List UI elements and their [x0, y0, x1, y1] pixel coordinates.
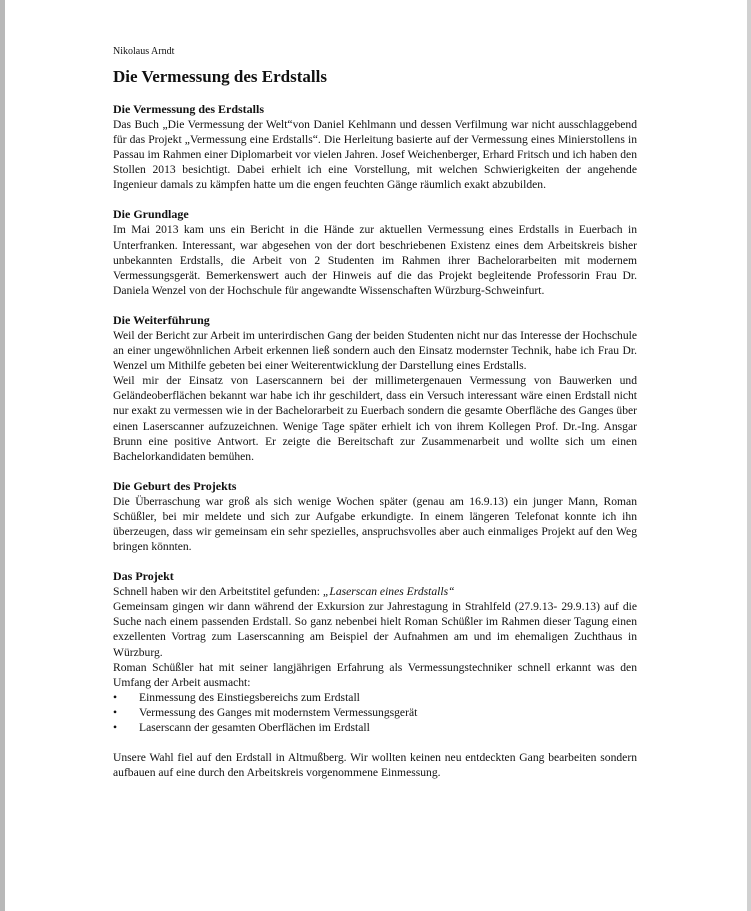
- section-paragraph: Weil mir der Einsatz von Laserscannern bei der millimetergenauen Vermessung von Bauwerken und Geländeoberflächen bekannt war habe ich ihr geschildert, dass ein Versuch interessant wäre einen Erdstall nicht nur exakt zu vermessen wie in der Bachelorarbeit zu Euerbach sondern die gesamte Oberfläche des Ganges über einen Laserscanner aufzuzeichnen. Wenige Tage später erhielt ich von ihrem Kollegen Prof. Dr.-Ing. Ansgar Brunn eine positive Antwort. Er zeigte die Bereitschaft zur Zusammenarbeit und wollte sich um einen Bachelorkandidaten bemühen.: [113, 374, 637, 463]
- working-title-line: [113, 584, 637, 599]
- document-page: [113, 46, 637, 795]
- list-item-text: Vermessung des Ganges mit modernstem Vermessungsgerät: [139, 705, 418, 719]
- list-item-text: Einmessung des Einstiegsbereichs zum Erdstall: [139, 690, 360, 704]
- section-heading: Die Vermessung des Erdstalls: [113, 102, 265, 116]
- list-item: [113, 690, 637, 705]
- section-paragraph: Weil der Bericht zur Arbeit im unterirdischen Gang der beiden Studenten nicht nur das Interesse der Hochschule an einer ungewöhnlichen Arbeit erkennen ließ sondern auch den Einsatz modernster Technik, habe ich Frau Dr. Wenzel um Mithilfe gebeten bei einer Weiterentwicklung der Darstellung eines Erdstalls.: [113, 328, 637, 373]
- bullet-icon: •: [113, 690, 118, 704]
- working-title: „Laserscan eines Erdstalls“: [322, 585, 455, 599]
- viewer-right-border: [747, 0, 751, 911]
- section-paragraph: Im Mai 2013 kam uns ein Bericht in die Hände zur aktuellen Vermessung eines Erdstalls in Euerbach in Unterfranken. Interessant, war abgesehen von der dort beschriebenen Existenz eines dem Arbeitskreis bisher unbekannten Erdstalls, die Arbeit von 2 Studenten im Rahmen ihrer Bachelorarbeiten mit modernem Vermessungsgerät. Bemerkenswert auch der Hinweis auf die das Projekt begleitende Professorin Frau Dr. Daniela Wenzel von der Hochschule für angewandte Wissenschaften Würzburg-Schweinfurt.: [113, 223, 637, 297]
- viewer-left-border: [0, 0, 5, 911]
- section-closing: [113, 750, 637, 780]
- section-heading: Die Weiterführung: [113, 312, 210, 327]
- closing-paragraph: Unsere Wahl fiel auf den Erdstall in Altmußberg. Wir wollten keinen neu entdeckten Gang bearbeiten sondern aufbauen auf eine durch den Arbeitskreis vorgenommene Einmessung.: [113, 751, 637, 780]
- task-list: [113, 690, 637, 735]
- section-paragraph: Gemeinsam gingen wir dann während der Exkursion zur Jahrestagung in Strahlfeld (27.9.13- 29.9.13) auf die Suche nach einem passenden Erdstall. So ganz nebenbei hielt Roman Schüßler im Rahmen dieser Tagung einen exzellenten Vortrag zum Laserscanning am Beispiel der Aufnahmen am und im ehemaligen Zuchthaus in Würzburg.: [113, 600, 637, 659]
- section-geburt: [113, 479, 637, 554]
- section-grundlage: [113, 207, 637, 297]
- document-title: Die Vermessung des Erdstalls: [113, 67, 327, 86]
- list-item-text: Laserscann der gesamten Oberflächen im Erdstall: [139, 721, 370, 734]
- list-item: [113, 705, 637, 720]
- section-paragraph: Das Buch „Die Vermessung der Welt“von Daniel Kehlmann und dessen Verfilmung war nicht ausschlaggebend für das Projekt „Vermessung eine Erdstalls“. Die Herleitung basierte auf der Vermessung eines Minierstollens in Passau im Rahmen einer Diplomarbeit vor vielen Jahren. Josef Weichenberger, Erhard Fritsch und ich haben den Stollen 2013 besichtigt. Dabei erhielt ich eine Vorstellung, mit welchen Schwierigkeiten der angehende Ingenieur damals zu kämpfen hatte um die engen feuchten Gänge räumlich exakt abzubilden.: [113, 118, 637, 192]
- working-title-intro: Schnell haben wir den Arbeitstitel gefunden:: [113, 585, 323, 599]
- section-weiterfuehrung: [113, 313, 637, 464]
- section-heading: Die Geburt des Projekts: [113, 478, 237, 493]
- bullet-icon: •: [113, 705, 118, 719]
- bullet-icon: •: [113, 721, 118, 734]
- section-vermessung: [113, 102, 637, 192]
- author-name: Nikolaus Arndt: [113, 46, 175, 57]
- list-item: [113, 720, 637, 735]
- section-heading: Die Grundlage: [113, 207, 189, 222]
- section-projekt: [113, 569, 637, 735]
- section-paragraph: Die Überraschung war groß als sich wenige Wochen später (genau am 16.9.13) ein junger Mann, Roman Schüßler, bei mir meldete und sich zur Aufgabe erkundigte. In einem längeren Telefonat konnte ich ihn überzeugen, dass wir gemeinsam ein sehr spezielles, anspruchsvolles aber auch einmaliges Projekt auf den Weg bringen könnten.: [113, 494, 637, 554]
- section-paragraph: Roman Schüßler hat mit seiner langjährigen Erfahrung als Vermessungstechniker schnell erkannt was den Umfang der Arbeit ausmacht:: [113, 660, 637, 689]
- section-heading: Das Projekt: [113, 569, 174, 584]
